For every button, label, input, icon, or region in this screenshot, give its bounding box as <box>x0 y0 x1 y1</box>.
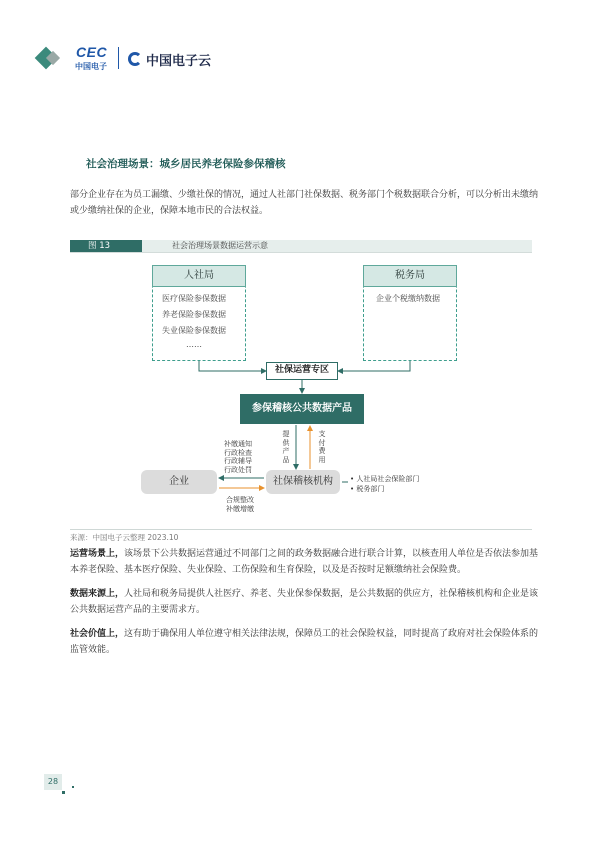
decor-square-icon <box>62 791 65 794</box>
operation-scenario-paragraph: 运营场景上，该场景下公共数据运营通过不同部门之间的政务数据融合进行联合计算，以核查用人单位是否依法参加基本养老保险、基本医疗保险、失业保险、工伤保险和生育保险，以及是否按时足额缴纳社会保险费。 <box>70 549 539 575</box>
social-value-paragraph: 社会价值上，这有助于确保用人单位遵守相关法律法规，保障员工的社会保险权益，同时提高了政府对社会保险体系的监管效能。 <box>70 629 539 655</box>
cec-logo-sub: 中国电子 <box>75 62 107 71</box>
cloud-logo: 中国电子云 <box>146 54 212 69</box>
hr-item: 养老保险参保数据 <box>162 310 226 319</box>
comply-label: 合规整改 补缴增缴 <box>226 496 254 513</box>
audit-member: • 人社局社会保险部门 <box>350 475 420 483</box>
page-number: 28 <box>44 774 62 790</box>
figure-number: 图 13 <box>88 241 111 251</box>
tax-item: 企业个税缴纳数据 <box>376 294 440 303</box>
tax-bureau-header: 税务局 <box>363 265 457 287</box>
data-product-box: 参保稽核公共数据产品 <box>240 394 364 424</box>
audit-member: • 税务部门 <box>350 485 385 493</box>
intro-paragraph: 部分企业存在为员工漏缴、少缴社保的情况，通过人社部门社保数据、税务部门个税数据联合分析，可以分析出未缴纳或少缴纳社保的企业，保障本地市民的合法权益。 <box>70 190 539 216</box>
hr-bureau-header: 人社局 <box>152 265 246 287</box>
figure-bottom-rule <box>70 529 532 530</box>
decor-dot-icon <box>72 786 74 788</box>
audit-members-list <box>350 474 419 494</box>
data-source-paragraph: 数据来源上，人社局和税务局提供人社医疗、养老、失业保参保数据，是公共数据的供应方，社保稽核机构和企业是该公共数据运营产品的主要需求方。 <box>70 589 539 615</box>
section-title: 社会治理场景：城乡居民养老保险参保稽核 <box>86 158 286 170</box>
hr-item-more: …… <box>186 340 202 349</box>
pay-label: 支付费用 <box>318 430 326 464</box>
provide-label: 提供产品 <box>282 430 290 464</box>
notice-label: 补缴通知 行政检查 行政辅导 行政处罚 <box>224 440 252 474</box>
enterprise-box: 企业 <box>141 470 217 494</box>
operation-zone-box: 社保运营专区 <box>266 362 338 380</box>
figure-title: 社会治理场景数据运营示意 <box>172 241 268 250</box>
audit-agency-box: 社保稽核机构 <box>266 470 340 494</box>
hr-item: 医疗保险参保数据 <box>162 294 226 303</box>
cec-logo: CEC <box>76 44 108 60</box>
hr-item: 失业保险参保数据 <box>162 326 226 335</box>
figure-source: 来源：中国电子云整理 2023.10 <box>70 533 179 542</box>
